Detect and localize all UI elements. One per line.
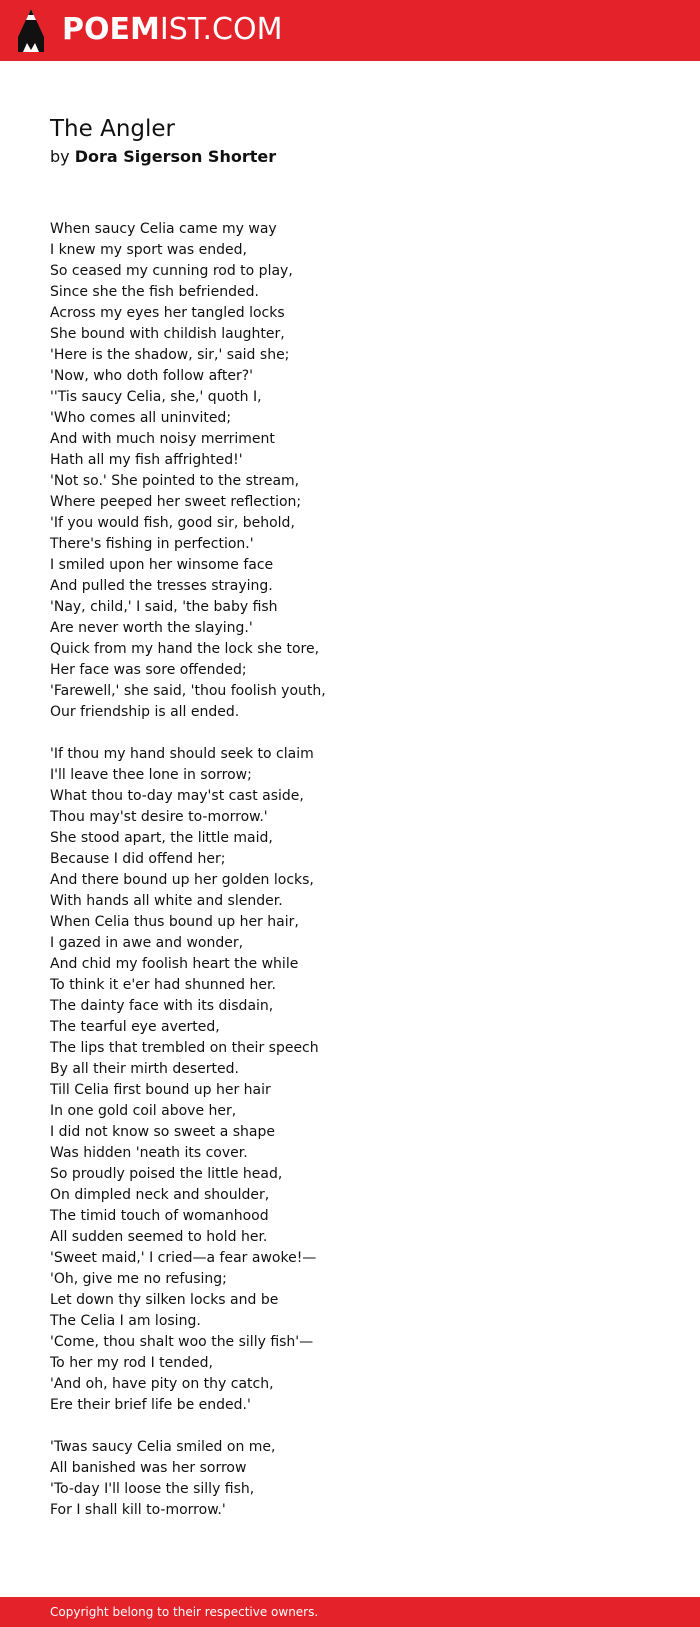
poem-title: The Angler <box>50 116 175 142</box>
poem-line: 'Here is the shadow, sir,' said she; <box>50 347 290 363</box>
poem-line: 'Sweet maid,' I cried—a fear awoke!— <box>50 1250 317 1266</box>
poem-line: And chid my foolish heart the while <box>50 956 299 972</box>
poem-stanza <box>50 1437 650 1521</box>
poem-line: She bound with childish laughter, <box>50 326 285 342</box>
poem-line: She stood apart, the little maid, <box>50 830 273 846</box>
poem-line: Was hidden 'neath its cover. <box>50 1145 248 1161</box>
poem-line: All banished was her sorrow <box>50 1460 247 1476</box>
poem-line: What thou to-day may'st cast aside, <box>50 788 304 804</box>
poem-line: In one gold coil above her, <box>50 1103 237 1119</box>
poem-line: 'If you would fish, good sir, behold, <box>50 515 295 531</box>
byline-prefix: by <box>50 147 70 166</box>
poem-line: The timid touch of womanhood <box>50 1208 269 1224</box>
poem-line: 'Not so.' She pointed to the stream, <box>50 473 300 489</box>
poem-line: 'Oh, give me no refusing; <box>50 1271 227 1287</box>
poem-line: The Celia I am losing. <box>50 1313 201 1329</box>
poem-line: Let down thy silken locks and be <box>50 1292 279 1308</box>
poem-stanza <box>50 219 650 723</box>
poem-line: All sudden seemed to hold her. <box>50 1229 268 1245</box>
byline <box>50 146 276 168</box>
site-footer <box>0 1597 700 1627</box>
poem-line: When saucy Celia came my way <box>50 221 277 237</box>
poem-line: Since she the fish befriended. <box>50 284 259 300</box>
poem-line: 'To-day I'll loose the silly fish, <box>50 1481 255 1497</box>
poem-line: There's fishing in perfection.' <box>50 536 254 552</box>
poem-line: Thou may'st desire to-morrow.' <box>50 809 268 825</box>
poem-line: The lips that trembled on their speech <box>50 1040 319 1056</box>
poem-line: 'Who comes all uninvited; <box>50 410 232 426</box>
poem-line: 'Twas saucy Celia smiled on me, <box>50 1439 276 1455</box>
logo-text-light: IST.COM <box>159 12 283 47</box>
poem-line: So proudly poised the little head, <box>50 1166 283 1182</box>
poem-line: 'If thou my hand should seek to claim <box>50 746 314 762</box>
poem-line: The tearful eye averted, <box>50 1019 220 1035</box>
poem-line: To think it e'er had shunned her. <box>50 977 276 993</box>
poem-line: By all their mirth deserted. <box>50 1061 239 1077</box>
poem-line: And with much noisy merriment <box>50 431 275 447</box>
poem-line: Quick from my hand the lock she tore, <box>50 641 320 657</box>
poem-line: With hands all white and slender. <box>50 893 283 909</box>
site-header <box>0 0 700 61</box>
poem-line: I gazed in awe and wonder, <box>50 935 244 951</box>
poem-line: When Celia thus bound up her hair, <box>50 914 299 930</box>
poem-line: So ceased my cunning rod to play, <box>50 263 293 279</box>
poem-line: And pulled the tresses straying. <box>50 578 273 594</box>
poem-line: 'And oh, have pity on thy catch, <box>50 1376 274 1392</box>
poem-line: Ere their brief life be ended.' <box>50 1397 251 1413</box>
poem-line: I knew my sport was ended, <box>50 242 247 258</box>
poem-line: 'Come, thou shalt woo the silly fish'— <box>50 1334 314 1350</box>
poem-line: 'Now, who doth follow after?' <box>50 368 253 384</box>
poem-line: For I shall kill to-morrow.' <box>50 1502 226 1518</box>
poem-line: The dainty face with its disdain, <box>50 998 274 1014</box>
site-logo-text <box>62 12 282 48</box>
poem-line: 'Nay, child,' I said, 'the baby fish <box>50 599 278 615</box>
poem-line: Across my eyes her tangled locks <box>50 305 285 321</box>
poem-line: Because I did offend her; <box>50 851 226 867</box>
poem-line: Her face was sore offended; <box>50 662 247 678</box>
poem-line: To her my rod I tended, <box>50 1355 213 1371</box>
poem-line: And there bound up her golden locks, <box>50 872 314 888</box>
poem-line: Are never worth the slaying.' <box>50 620 253 636</box>
logo-text-bold: POEM <box>62 12 160 47</box>
pencil-icon <box>18 9 44 52</box>
poem-line: I'll leave thee lone in sorrow; <box>50 767 252 783</box>
poem-body <box>50 219 650 1542</box>
poem-stanza <box>50 744 650 1416</box>
copyright-text: Copyright belong to their respective owners. <box>50 1605 319 1619</box>
poem-line: Our friendship is all ended. <box>50 704 240 720</box>
poem-line: I did not know so sweet a shape <box>50 1124 276 1140</box>
poem-line: 'Farewell,' she said, 'thou foolish youth, <box>50 683 326 699</box>
poem-line: ''Tis saucy Celia, she,' quoth I, <box>50 389 262 405</box>
poem-line: I smiled upon her winsome face <box>50 557 274 573</box>
poem-line: Till Celia first bound up her hair <box>50 1082 271 1098</box>
poem-line: Where peeped her sweet reflection; <box>50 494 302 510</box>
poem-line: Hath all my fish affrighted!' <box>50 452 243 468</box>
author-name: Dora Sigerson Shorter <box>74 147 277 166</box>
poem-line: On dimpled neck and shoulder, <box>50 1187 270 1203</box>
